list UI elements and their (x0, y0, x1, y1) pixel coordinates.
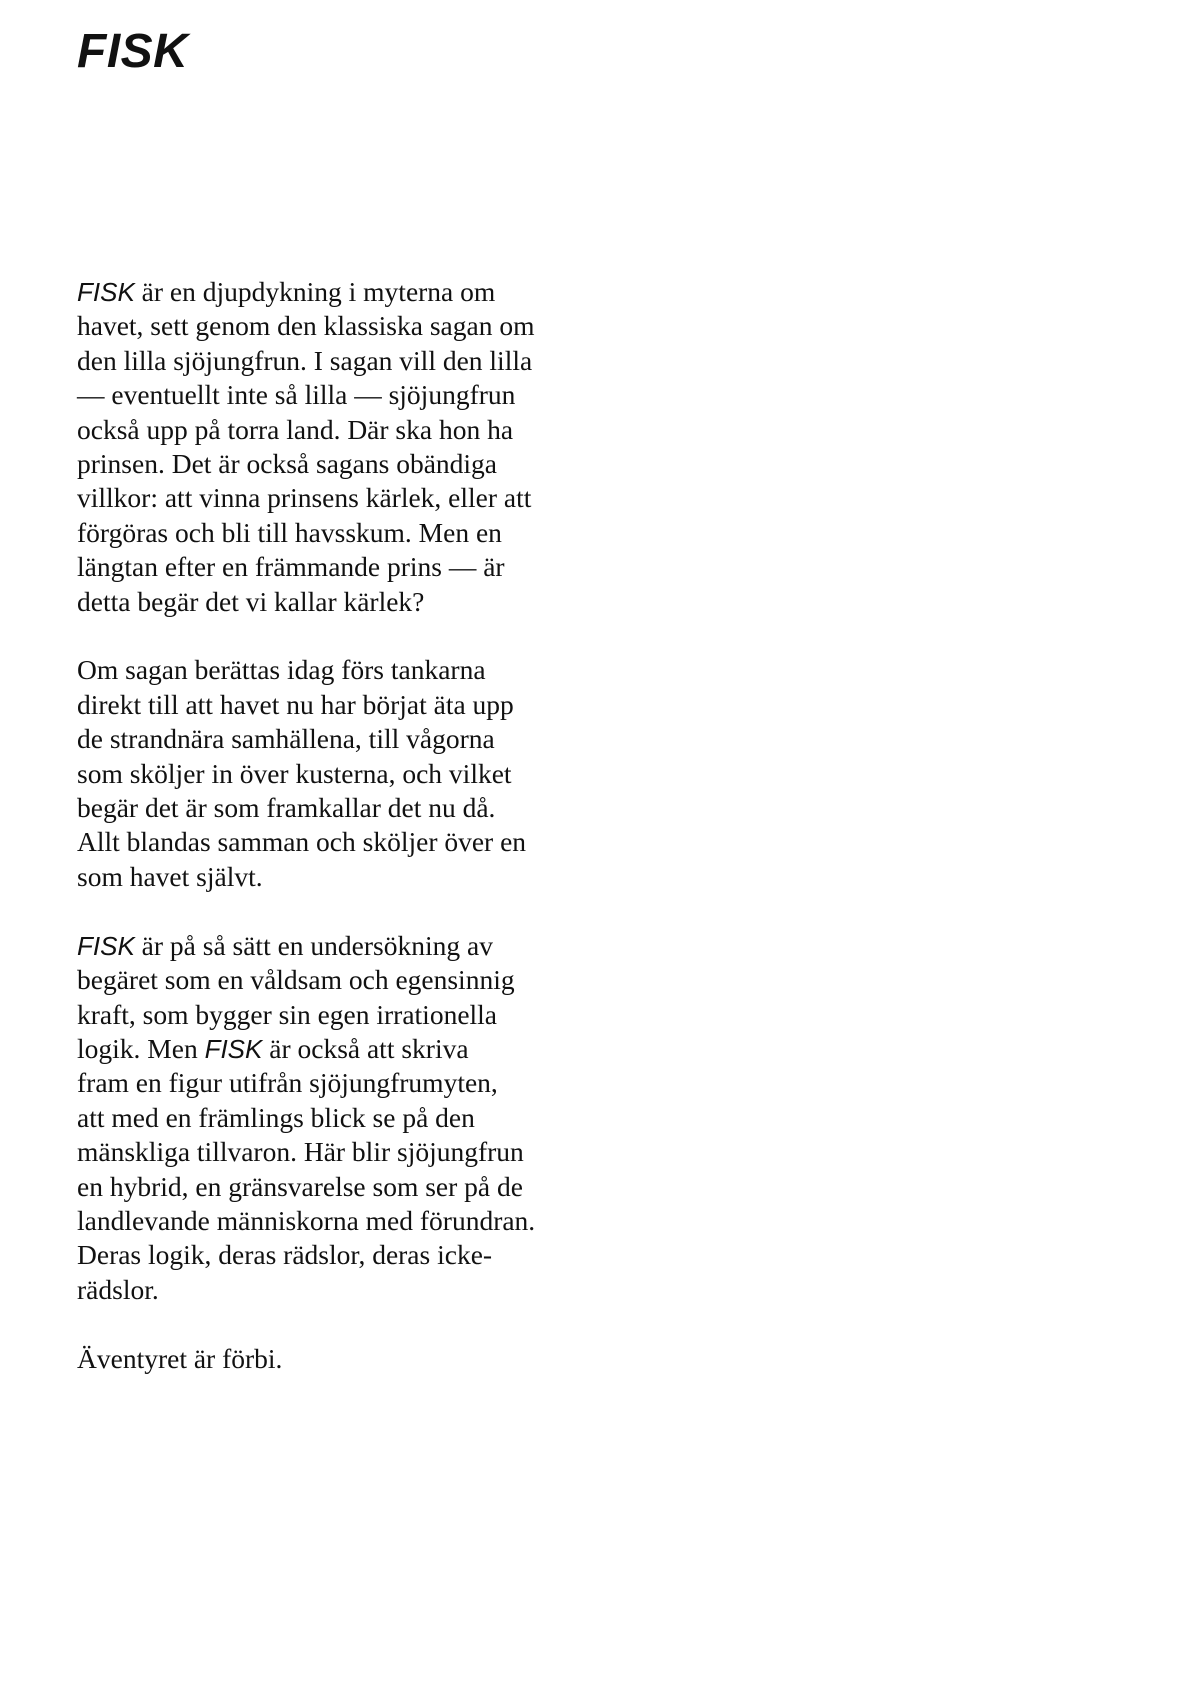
text-segment: havet, sett genom den klassiska sagan om (77, 310, 535, 342)
text-segment: Allt blandas samman och sköljer över en (77, 826, 527, 858)
text-line (77, 309, 617, 343)
text-segment: Om sagan berättas idag förs tankarna (77, 654, 486, 686)
text-line (77, 447, 617, 481)
text-line (77, 757, 617, 791)
text-segment: längtan efter en främmande prins — är (77, 551, 505, 583)
text-segment: som sköljer in över kusterna, och vilket (77, 757, 512, 789)
text-segment: förgöras och bli till havsskum. Men en (77, 516, 502, 548)
text-segment: rädslor. (77, 1273, 159, 1305)
text-line (77, 585, 617, 619)
text-line (77, 275, 617, 309)
text-line (77, 344, 617, 378)
text-segment: detta begär det vi kallar kärlek? (77, 585, 425, 617)
text-segment: prinsen. Det är också sagans obändiga (77, 448, 498, 480)
text-segment: en hybrid, en gränsvarelse som ser på de (77, 1170, 523, 1202)
text-line (77, 550, 617, 584)
page-title: FISK (77, 25, 189, 78)
text-line (77, 963, 617, 997)
text-line (77, 516, 617, 550)
text-line (77, 1170, 617, 1204)
text-segment: — eventuellt inte så lilla — sjöjungfrun (77, 379, 516, 411)
italic-title-reference: FISK (204, 1033, 263, 1064)
text-line (77, 825, 617, 859)
text-segment: är på så sätt en undersökning av (134, 929, 493, 961)
text-line (77, 791, 617, 825)
italic-title-reference: FISK (77, 930, 135, 961)
paragraph (77, 653, 617, 894)
text-segment: är också att skriva (262, 1032, 469, 1064)
text-segment: landlevande människorna med förundran. (77, 1204, 536, 1236)
text-segment: mänskliga tillvaron. Här blir sjöjungfrun (77, 1136, 524, 1168)
text-segment: är en djupdykning i myterna om (134, 276, 496, 307)
text-line (77, 860, 617, 894)
text-line (77, 1135, 617, 1169)
text-segment: direkt till att havet nu har börjat äta upp (77, 688, 514, 720)
text-segment: logik. Men (77, 1032, 205, 1064)
paragraph (77, 929, 617, 1307)
text-segment: den lilla sjöjungfrun. I sagan vill den lilla (77, 344, 533, 376)
text-segment: att med en främlings blick se på den (77, 1101, 475, 1133)
text-segment: kraft, som bygger sin egen irrationella (77, 998, 498, 1030)
text-segment: fram en figur utifrån sjöjungfrumyten, (77, 1067, 498, 1099)
text-line (77, 998, 617, 1032)
text-segment: villkor: att vinna prinsens kärlek, eller att (77, 482, 532, 514)
text-line (77, 929, 617, 963)
text-line (77, 722, 617, 756)
text-line (77, 378, 617, 412)
text-line (77, 688, 617, 722)
text-line (77, 1273, 617, 1307)
text-segment: begär det är som framkallar det nu då. (77, 792, 496, 824)
text-segment: Deras logik, deras rädslor, deras icke- (77, 1239, 493, 1271)
text-segment: begäret som en våldsam och egensinnig (77, 964, 515, 996)
text-segment: de strandnära samhällena, till vågorna (77, 723, 495, 755)
text-line (77, 1204, 617, 1238)
text-segment: som havet självt. (77, 860, 263, 892)
text-segment: Äventyret är förbi. (77, 1342, 283, 1374)
text-line (77, 481, 617, 515)
text-line (77, 413, 617, 447)
text-line (77, 653, 617, 687)
text-line (77, 1342, 617, 1376)
paragraph (77, 1342, 617, 1376)
italic-title-reference: FISK (77, 277, 135, 307)
text-line (77, 1101, 617, 1135)
text-line (77, 1032, 617, 1066)
text-line (77, 1066, 617, 1100)
text-segment: också upp på torra land. Där ska hon ha (77, 413, 514, 445)
text-line (77, 1238, 617, 1272)
body-text (77, 275, 617, 1410)
paragraph (77, 275, 617, 619)
